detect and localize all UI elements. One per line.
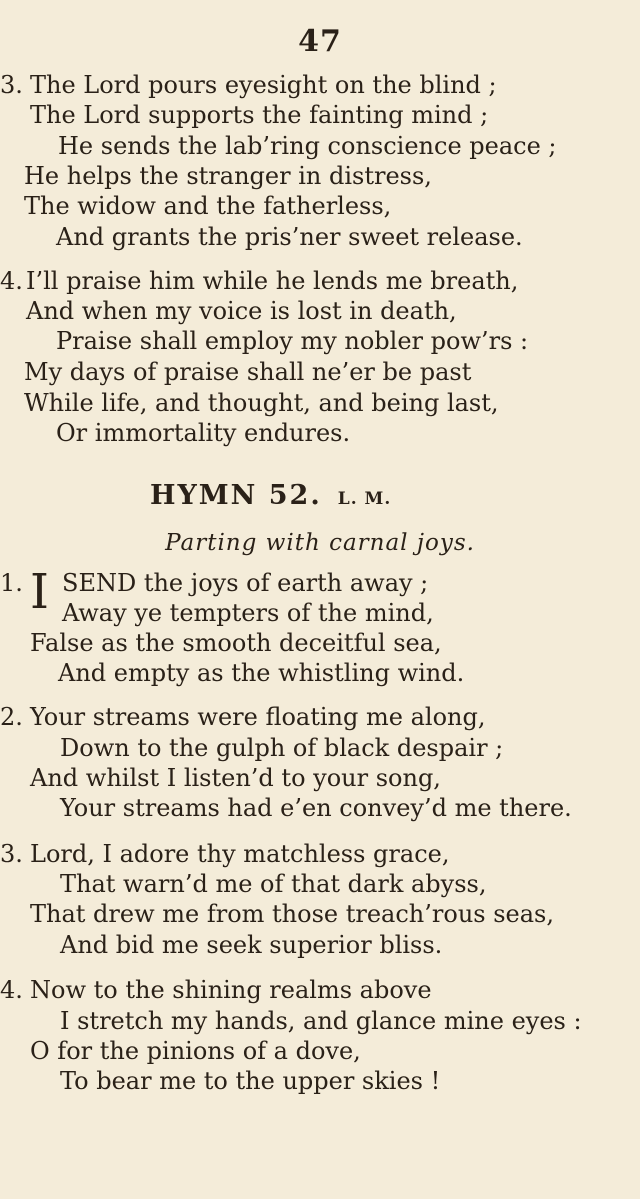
verse-line: And empty as the whistling wind.	[58, 659, 465, 687]
verse-line: He sends the lab’ring conscience peace ;	[58, 132, 557, 160]
hymn-number: HYMN 52.	[150, 480, 322, 511]
verse-line: To bear me to the upper skies !	[60, 1067, 441, 1095]
stanza-number: 3.	[0, 71, 23, 99]
verse-line: That warn’d me of that dark abyss,	[60, 870, 487, 898]
page-number: 47	[298, 24, 342, 59]
drop-cap: I	[30, 564, 49, 620]
verse-line: The Lord supports the fainting mind ;	[30, 101, 489, 129]
stanza-number: 2.	[0, 703, 23, 731]
verse-line: Away ye tempters of the mind,	[62, 599, 434, 627]
verse-line: I’ll praise him while he lends me breath,	[26, 267, 519, 295]
stanza-number: 4.	[0, 267, 23, 295]
verse-line: Lord, I adore thy matchless grace,	[30, 840, 450, 868]
verse-line: My days of praise shall ne’er be past	[24, 358, 472, 386]
stanza-number: 4.	[0, 976, 23, 1004]
verse-line: While life, and thought, and being last,	[24, 389, 499, 417]
verse-line: And bid me seek superior bliss.	[60, 931, 443, 959]
verse-line: And grants the pris’ner sweet release.	[56, 223, 523, 251]
verse-line: False as the smooth deceitful sea,	[30, 629, 442, 657]
verse-line: The widow and the fatherless,	[24, 192, 392, 220]
hymn-subtitle: Parting with carnal joys.	[165, 530, 475, 556]
verse-line: Or immortality endures.	[56, 419, 351, 447]
verse-line: I stretch my hands, and glance mine eyes :	[60, 1007, 582, 1035]
verse-line: Down to the gulph of black despair ;	[60, 734, 504, 762]
verse-line: Your streams had e’en convey’d me there.	[60, 794, 572, 822]
verse-line: And whilst I listen’d to your song,	[30, 764, 441, 792]
verse-line: He helps the stranger in distress,	[24, 162, 432, 190]
verse-line: Now to the shining realms above	[30, 976, 432, 1004]
stanza-number: 1.	[0, 569, 23, 597]
verse-line: SEND the joys of earth away ;	[62, 569, 429, 597]
verse-line: And when my voice is lost in death,	[26, 297, 457, 325]
verse-line: The Lord pours eyesight on the blind ;	[30, 71, 497, 99]
verse-line: Your streams were floating me along,	[30, 703, 486, 731]
verse-line: O for the pinions of a dove,	[30, 1037, 361, 1065]
hymn-title	[150, 480, 391, 511]
stanza-number: 3.	[0, 840, 23, 868]
hymn-meter: L. M.	[337, 489, 392, 509]
verse-line: That drew me from those treach’rous seas,	[30, 900, 554, 928]
verse-line: Praise shall employ my nobler pow’rs :	[56, 327, 529, 355]
